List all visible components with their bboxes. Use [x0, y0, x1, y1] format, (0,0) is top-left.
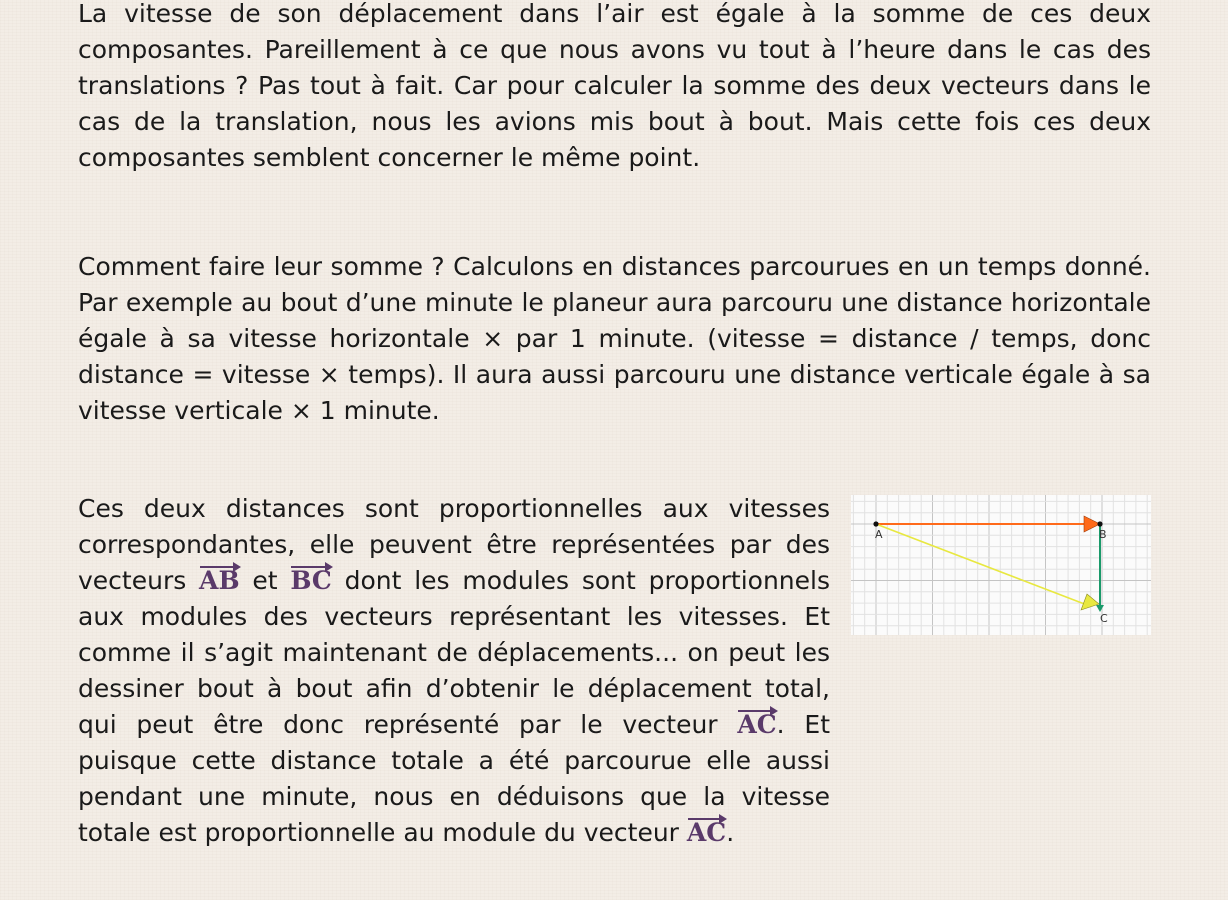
vector-ac-arrowhead: [1081, 594, 1099, 610]
p3-text-3: dont les modules sont proportionnels aux modules des vecteurs représentant les vitesses. Et comme il s’agit maintenant de déplacements... on peut les dessiner bout à bout afin d’obtenir le déplacement total, qui peut être donc représenté par le vecteur: [78, 566, 831, 739]
point-b-dot: [1097, 521, 1102, 526]
point-c-label: C: [1100, 612, 1108, 625]
paragraph-vectors: [78, 491, 830, 851]
vector-diagram: [851, 495, 1151, 635]
vector-bc: BC: [290, 566, 332, 595]
vector-bc-arrowhead: [1096, 605, 1104, 612]
p3-text-2: et: [239, 566, 291, 595]
point-b-label: B: [1099, 528, 1107, 541]
paragraph-intro: La vitesse de son déplacement dans l’air est égale à la somme de ces deux composantes. Pareillement à ce que nous avons vu tout à l’heure dans le cas des translations ? Pas tout à fait. Car pour calculer la somme des deux vecteurs dans le cas de la translation, nous les avions mis bout à bout. Mais cette fois ces deux composantes semblent concerner le même point.: [78, 0, 1151, 172]
vector-ac-2: AC: [686, 818, 727, 847]
p3-text-5: .: [726, 818, 735, 847]
vector-ab: AB: [199, 566, 240, 595]
vector-diagram-svg: [851, 495, 1151, 635]
vector-ac: AC: [737, 710, 777, 739]
point-a-dot: [873, 521, 878, 526]
paragraph-distances: Comment faire leur somme ? Calculons en distances parcourues en un temps donné. Par exemple au bout d’une minute le planeur aura parcouru une distance horizontale égale à sa vitesse horizontale × par 1 minute. (vitesse = distance / temps, donc distance = vitesse × temps). Il aura aussi parcouru une distance verticale égale à sa vitesse verticale × 1 minute.: [78, 252, 1151, 425]
p3-text-1: Ces deux distances sont proportionnelles aux vitesses correspondantes, elle peuvent être représentées par des vecteurs: [78, 494, 830, 595]
p3-text-4: . Et puisque cette distance totale a été parcourue elle aussi pendant une minute, nous en déduisons que la vitesse totale est proportionnelle au module du vecteur: [78, 710, 830, 847]
vector-ac-line: [876, 524, 1087, 605]
point-a-label: A: [875, 528, 883, 541]
